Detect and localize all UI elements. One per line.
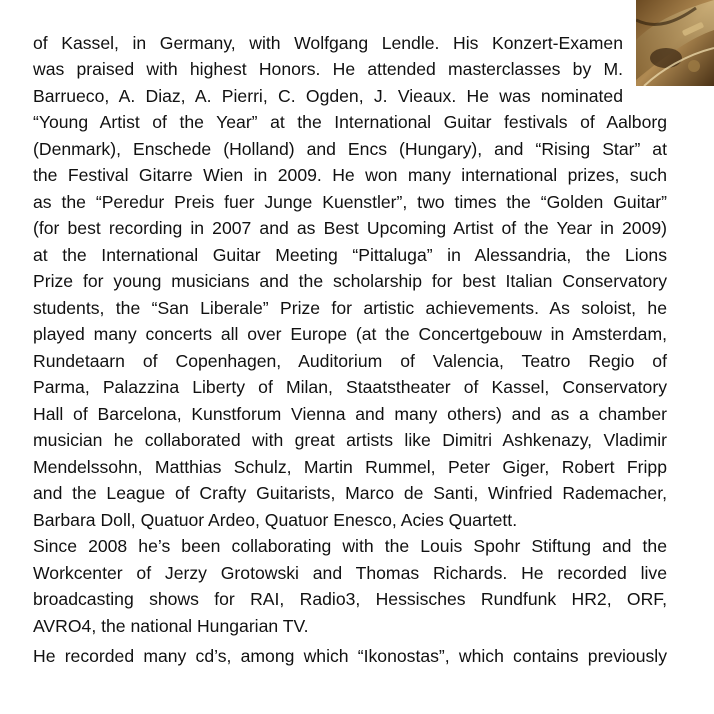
text-line: Barrueco, A. Diaz, A. Pierri, C. Ogden, J. Vieaux. He was nominated [33, 86, 623, 106]
text-line: and the League of Crafty Guitarists, Marco de Santi, Winfried Rademacher, [33, 483, 667, 503]
text-line: Hall of Barcelona, Kunstforum Vienna and many others) and as a chamber [33, 404, 667, 424]
text-line: played many concerts all over Europe (at the Concertgebouw in Amsterdam, [33, 324, 667, 344]
text-line: Workcenter of Jerzy Grotowski and Thomas Richards. He recorded live [33, 563, 667, 583]
text-line: (Denmark), Enschede (Holland) and Encs (Hungary), and “Rising Star” at [33, 139, 667, 159]
text-line: was praised with highest Honors. He attended masterclasses by M. [33, 59, 623, 79]
text-line: (for best recording in 2007 and as Best Upcoming Artist of the Year in 2009) [33, 218, 667, 238]
text-line: Parma, Palazzina Liberty of Milan, Staatstheater of Kassel, Conservatory [33, 377, 667, 397]
text-line: “Young Artist of the Year” at the International Guitar festivals of Aalborg [33, 112, 667, 132]
text-line: He recorded many cd’s, among which “Ikonostas”, which contains previously [33, 646, 667, 666]
text-line: the Festival Gitarre Wien in 2009. He won many international prizes, such [33, 165, 667, 185]
text-line: broadcasting shows for RAI, Radio3, Hessisches Rundfunk HR2, ORF, [33, 589, 667, 609]
text-line: AVRO4, the national Hungarian TV. [33, 616, 309, 636]
text-line: Prize for young musicians and the scholarship for best Italian Conservatory [33, 271, 667, 291]
text-line: Barbara Doll, Quatuor Ardeo, Quatuor Enesco, Acies Quartett. [33, 510, 518, 530]
text-line: at the International Guitar Meeting “Pittaluga” in Alessandria, the Lions [33, 245, 667, 265]
text-line: Rundetaarn of Copenhagen, Auditorium of Valencia, Teatro Regio of [33, 351, 667, 371]
guitar-photo [636, 0, 714, 86]
text-line: Since 2008 he’s been collaborating with the Louis Spohr Stiftung and the [33, 536, 667, 556]
text-line: students, the “San Liberale” Prize for artistic achievements. As soloist, he [33, 298, 667, 318]
text-line: of Kassel, in Germany, with Wolfgang Lendle. His Konzert-Examen [33, 33, 623, 53]
text-line: as the “Peredur Preis fuer Junge Kuenstler”, two times the “Golden Guitar” [33, 192, 667, 212]
text-line: Mendelssohn, Matthias Schulz, Martin Rummel, Peter Giger, Robert Fripp [33, 457, 667, 477]
text-line: musician he collaborated with great artists like Dimitri Ashkenazy, Vladimir [33, 430, 667, 450]
guitar-photo-image [636, 0, 714, 86]
